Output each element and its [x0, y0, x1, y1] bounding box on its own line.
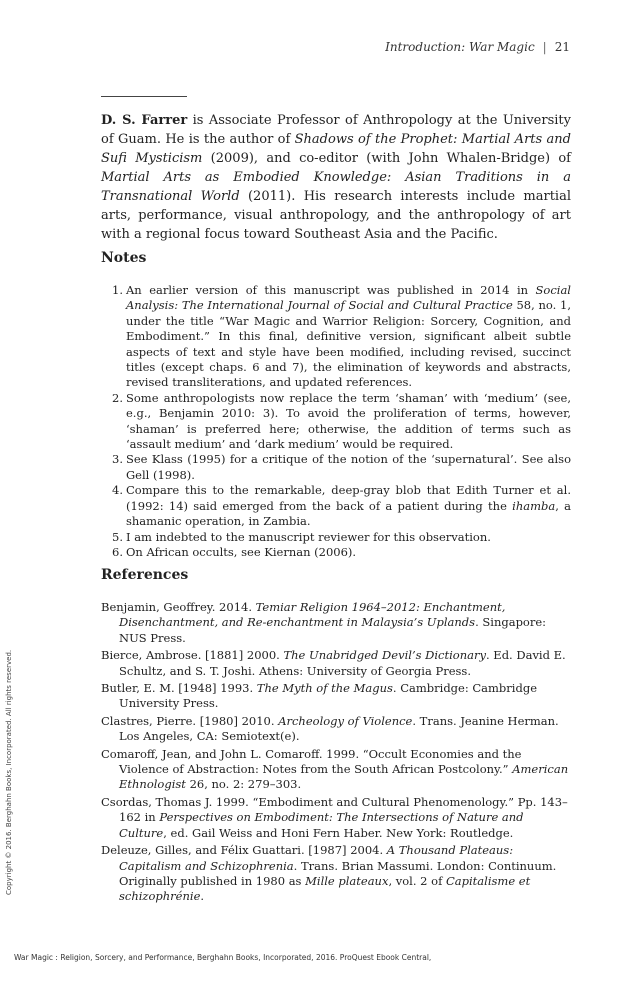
author-bio	[101, 111, 571, 244]
note-item	[112, 483, 571, 529]
italic-title: Temiar Religion 1964–2012: Enchantment, Disenchantment, and Re-enchantment in Malaysia’s Uplands	[119, 600, 506, 630]
italic-title: The Unabridged Devil’s Dictionary	[283, 648, 486, 663]
note-item	[112, 529, 571, 545]
reference-entry	[101, 600, 571, 646]
note-number: 1.	[112, 283, 123, 297]
text-run: Clastres, Pierre. [1980] 2010.	[101, 713, 279, 728]
text-run: . Trans. Brian Massumi. London: Continuum. Originally published in 1980 as	[119, 858, 557, 888]
references-list	[101, 600, 571, 907]
text-run: On African occults, see Kiernan (2006).	[126, 544, 357, 559]
note-item	[112, 452, 571, 483]
text-run: .	[200, 889, 205, 904]
italic-title: Mille plateaux	[305, 873, 389, 888]
side-copyright: Copyright © 2016. Berghahn Books, Incorporated. All rights reserved.	[5, 649, 13, 895]
reference-entry	[101, 714, 571, 745]
reference-entry	[101, 843, 571, 905]
bio-text-2: (2009), and co-editor (with John Whalen-Bridge) of	[202, 151, 571, 166]
running-head-title: Introduction: War Magic	[385, 40, 535, 54]
note-number: 5.	[112, 529, 123, 544]
reference-entry	[101, 747, 571, 793]
text-run: , a shamanic operation, in Zambia.	[126, 498, 571, 529]
text-run: I am indebted to the manuscript reviewer for this observation.	[126, 529, 491, 544]
text-run: Deleuze, Gilles, and Félix Guattari. [1987] 2004.	[101, 843, 387, 858]
italic-title: American Ethnologist	[119, 762, 569, 792]
text-run: 26, no. 2: 279–303.	[185, 777, 302, 792]
notes-list	[112, 283, 571, 560]
running-head-separator: |	[542, 40, 547, 54]
text-run: Bierce, Ambrose. [1881] 2000.	[101, 648, 284, 663]
notes-heading: Notes	[101, 250, 147, 266]
text-run: Comaroff, Jean, and John L. Comaroff. 1999. “Occult Economies and the Violence of Abstraction: Notes from the South African Postcolony.”	[101, 746, 522, 777]
note-number: 4.	[112, 483, 123, 498]
note-item	[112, 390, 571, 453]
text-run: See Klass (1995) for a critique of the notion of the ‘supernatural’. See also Gell (1998).	[126, 452, 571, 482]
italic-title: ihamba	[512, 498, 556, 513]
text-run: , ed. Gail Weiss and Honi Fern Haber. New York: Routledge.	[163, 825, 514, 840]
running-head	[385, 40, 570, 54]
text-run: Some anthropologists now replace the term ‘shaman’ with ‘medium’ (see, e.g., Benjamin 2010: 3). To avoid the proliferation of terms, however, ‘shaman’ is preferred here; otherwise, the addition of terms such as ‘assault medium’ and ‘dark medium’ would be required.	[126, 390, 571, 452]
text-run: 58, no. 1, under the title “War Magic and Warrior Religion: Sorcery, Cognition, and Embodiment.” In this final, definitive version, significant albeit subtle aspects of text and style have been modified, including revised, succinct titles (except chaps. 6 and 7), the elimination of keywords and abstracts, revised transliterations, and updated references.	[126, 298, 571, 390]
italic-title: A Thousand Plateaus: Capitalism and Schizophrenia	[119, 843, 514, 873]
text-run: , vol. 2 of	[388, 873, 446, 888]
references-heading: References	[101, 567, 189, 583]
text-run: Butler, E. M. [1948] 1993.	[101, 681, 257, 696]
italic-title: The Myth of the Magus	[256, 681, 393, 696]
text-run: Csordas, Thomas J. 1999. “Embodiment and Cultural Phenomenology.” Pp. 143–162 in	[101, 794, 568, 825]
author-name: D. S. Farrer	[101, 113, 188, 128]
text-run: An earlier version of this manuscript was published in 2014 in	[126, 283, 536, 297]
reference-entry	[101, 795, 571, 841]
text-run: Compare this to the remarkable, deep-gray blob that Edith Turner et al. (1992: 14) said emerged from the back of a patient during the	[126, 483, 571, 513]
bio-text-1: is Associate Professor of Anthropology at the University of Guam. He is the author of	[101, 113, 571, 147]
italic-title: Capitalisme et schizophrénie	[119, 873, 531, 904]
text-run: . Cambridge: Cambridge University Press.	[119, 681, 537, 711]
note-item	[112, 544, 571, 560]
footer-source: War Magic : Religion, Sorcery, and Performance, Berghahn Books, Incorporated, 2016. ProQuest Ebook Central,	[14, 953, 432, 962]
text-run: . Singapore: NUS Press.	[119, 615, 547, 645]
bio-book-title-1: Shadows of the Prophet: Martial Arts and Sufi Mysticism	[101, 132, 571, 166]
reference-entry	[101, 681, 571, 712]
bio-book-title-2: Martial Arts as Embodied Knowledge: Asian Traditions in a Transnational World	[101, 170, 571, 204]
text-run: Benjamin, Geoffrey. 2014.	[101, 600, 256, 614]
bio-text-3: (2011). His research interests include martial arts, performance, visual anthropology, and the anthropology of art with a regional focus toward Southeast Asia and the Pacific.	[101, 189, 571, 242]
note-number: 3.	[112, 452, 123, 467]
italic-title: Archeology of Violence	[278, 713, 413, 728]
page-number: 21	[554, 40, 570, 54]
text-run: . Ed. David E. Schultz, and S. T. Joshi. Athens: University of Georgia Press.	[119, 648, 566, 678]
text-run: . Trans. Jeanine Herman. Los Angeles, CA: Semiotext(e).	[119, 713, 559, 744]
section-rule	[101, 96, 187, 97]
italic-title: Social Analysis: The International Journal of Social and Cultural Practice	[126, 283, 571, 313]
note-item	[112, 283, 571, 391]
italic-title: Perspectives on Embodiment: The Intersections of Nature and Culture	[119, 810, 524, 840]
note-number: 6.	[112, 544, 123, 559]
reference-entry	[101, 648, 571, 679]
note-number: 2.	[112, 390, 123, 405]
